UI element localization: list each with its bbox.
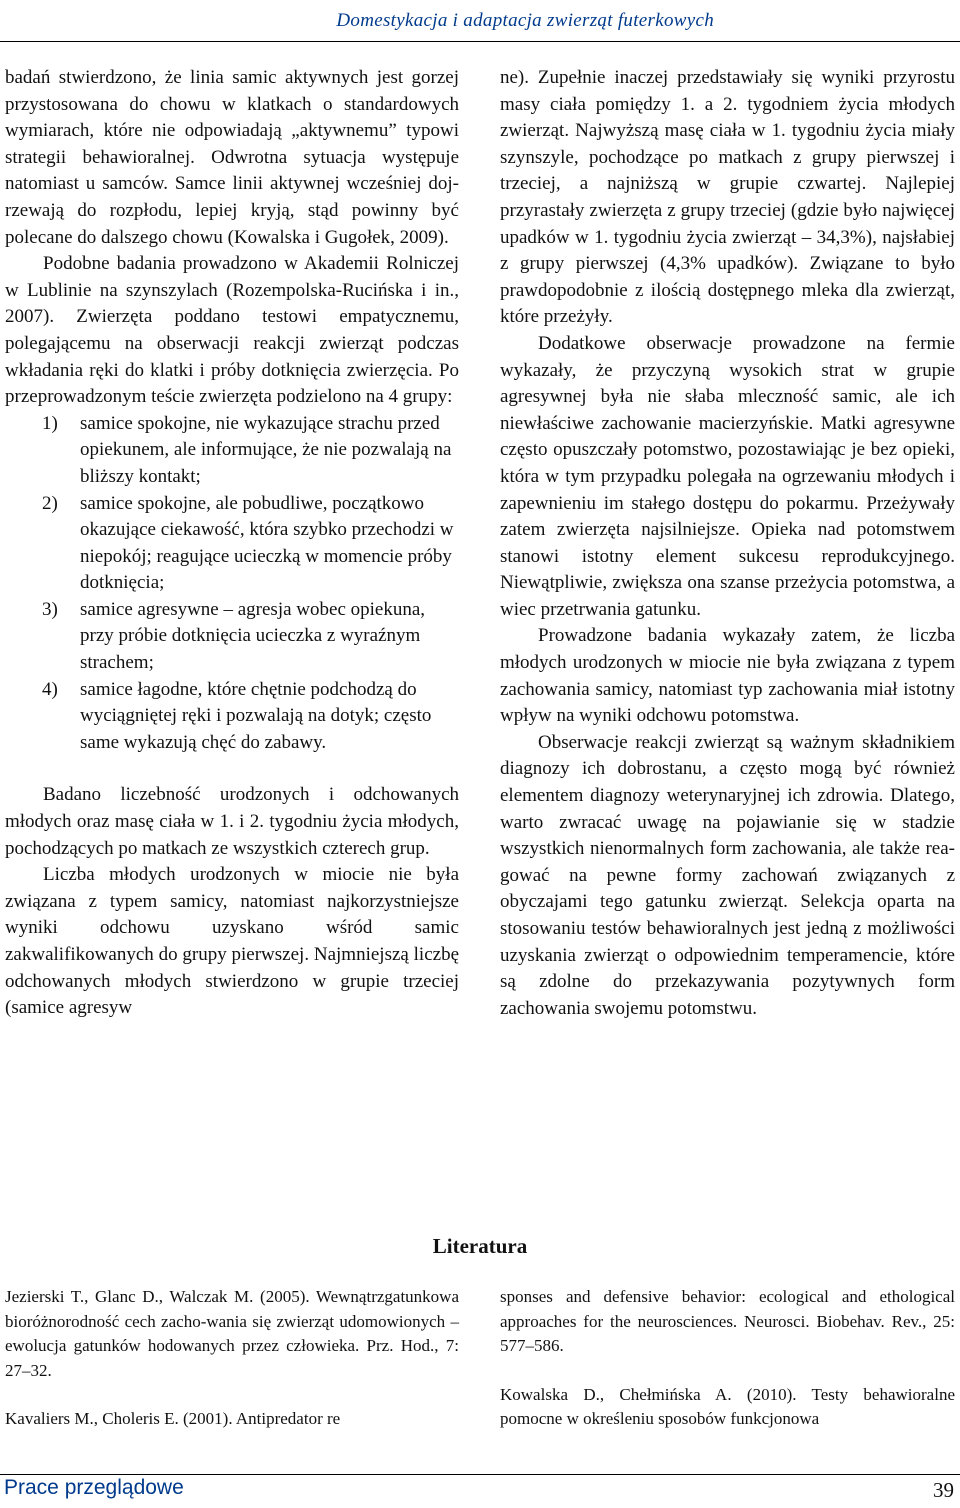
list-number: 2) — [42, 492, 58, 514]
reference-item: Kowalska D., Chełmińska A. (2010). Testy behawioralne pomocne w określeniu sposobów funkcjonowa — [500, 1384, 955, 1428]
paragraph: Badano liczebność urodzonych i odchowanych młodych oraz masę ciała w 1. i 2. tygodniu życia młodych, pochodzących po matkach ze wszystkich czterech grup. — [5, 784, 459, 859]
list-number: 4) — [42, 678, 58, 700]
paragraph: Obserwacje reakcji zwierząt są ważnym składnikiem diagnozy ich dobrostanu, a często mogą być również elementem diagnozy weterynaryjnej ich zdrowia. Dlatego, warto zwracać uwagę na pojawianie się w stadzie wszystkich nienormalnych form zachowania, ale także reagować na pewne formy zachowań związanych z obyczajami tego gatunku zwierząt. Selekcja oparta na stosowaniu testów behawioralnych jest jedną z możliwości uzyskania zwierząt o odpowiednim temperamencie, które są zdolne do przekazywania pozytywnych form zachowania swojemu potomstwu. — [500, 731, 955, 1019]
paragraph: Liczba młodych urodzonych w miocie nie była związana z typem samicy, natomiast najkorzystniejsze wyniki odchowu uzyskano wśród samic zakwalifikowanych do grupy pierwszej. Najmniejszą liczbę odchowanych młodych stwierdzono w grupie trzeciej (samice agresyw — [5, 864, 459, 1019]
footer-rule — [0, 1474, 960, 1475]
paragraph: Podobne badania prowadzono w Akademii Rolniczej w Lublinie na szynszylach (Rozempolska-Rucińska i in., 2007). Zwierzęta poddano testowi empatycznemu, polegającemu na obserwacji reakcji zwierząt podczas wkładania ręki do klatki i próby dotknięcia zwierzęcia. Po przeprowadzonym teście zwierzęta podzielono na 4 grupy: — [5, 253, 459, 408]
footer-section-label: Prace przeglądowe — [4, 1476, 184, 1499]
header-rule — [0, 41, 960, 42]
list-text: samice spokojne, ale pobudliwe, początkowo okazujące ciekawość, która szybko przechodzi w niepokój; reagujące ucieczką w momencie próby dotknięcia; — [80, 492, 454, 594]
paragraph: ne). Zupełnie inaczej przedstawiały się wyniki przyrostu masy ciała pomiędzy 1. a 2. tygodniem życia młodych zwierząt. Najwyższą masę ciała w 1. tygodniu życia miały szynszyle, pochodzące po matkach z grupy pierwszej i trzeciej, a najniższą w grupie czwartej. Najlepiej przyrastały zwierzęta z grupy trzeciej (gdzie było najwięcej upadków w 1. tygodniu życia zwierząt – 34,3%), najsłabiej z grupy pierwszej (4,3% upadków). Związane to było prawdopodobnie z ilością dostępnego mleka dla zwierząt, które przeżyły. — [500, 67, 955, 328]
references-right — [500, 1285, 955, 1432]
group-list — [5, 411, 459, 757]
paragraph: Prowadzone badania wykazały zatem, że liczba młodych urodzonych w miocie nie była związana z typem zachowania samicy, natomiast typ zachowania miał istotny wpływ na wyniki odchowu potomstwa. — [500, 625, 955, 727]
paragraph: Dodatkowe obserwacje prowadzone na fermie wykazały, że przyczyną wysokich strat w grupie agresywnej była nie słaba mleczność samic, ale ich niewłaściwe zachowanie macierzyńskie. Matki agresywne często opuszczały potomstwo, pozostawiając je bez opieki, która w tym przypadku polegała na ogrzewaniu młodych i zapewnieniu im stałego dostępu do pokarmu. Przeżywały zatem zwierzęta najsilniejsze. Opieka nad potomstwem stanowi istotny element sukcesu reprodukcyjnego. Niewątpliwie, zwiększa ona szanse przeżycia potomstwa, a wiec przetrwania gatunku. — [500, 332, 955, 620]
references-left — [5, 1285, 459, 1432]
list-item — [5, 411, 459, 491]
list-number: 3) — [42, 598, 58, 620]
list-item — [5, 491, 459, 597]
reference-item: sponses and defensive behavior: ecological and ethological approaches for the neurosciences. Neurosci. Biobehav. Rev., 25: 577–586. — [500, 1287, 955, 1355]
list-text: samice łagodne, które chętnie podchodzą do wyciągniętej ręki i pozwalają na dotyk; często same wykazują chęć do zabawy. — [80, 678, 432, 753]
list-number: 1) — [42, 412, 58, 434]
running-header: Domestykacja i adaptacja zwierząt futerkowych — [336, 10, 714, 31]
list-text: samice spokojne, nie wykazujące strachu przed opiekunem, ale informujące, że nie pozwalają na bliższy kontakt; — [80, 412, 452, 487]
list-item — [5, 597, 459, 677]
list-item — [5, 677, 459, 757]
literature-heading: Literatura — [432, 1234, 528, 1258]
paragraph: badań stwierdzono, że linia samic aktywnych jest gorzej przystosowana do chowu w klatkach o standardowych wymiarach, które nie odpowiadają „aktywnemu” typowi strategii behawioralnej. Odwrotna sytuacja występuje natomiast u samców. Samce linii aktywnej wcześniej dojrzewają do rozpłodu, lepiej kryją, stąd powinny być polecane do dalszego chowu (Kowalska i Gugołek, 2009). — [5, 67, 459, 248]
reference-item: Jezierski T., Glanc D., Walczak M. (2005). Wewnątrzgatunkowa bioróżnorodność cech zacho-wania się zwierząt udomowionych – ewolucja gatunków hodowanych przez człowieka. Prz. Hod., 7: 27–32. — [5, 1287, 459, 1380]
right-column — [500, 65, 955, 1022]
left-column — [5, 65, 459, 1022]
page-number: 39 — [933, 1478, 954, 1502]
list-text: samice agresywne – agresja wobec opiekuna, przy próbie dotknięcia ucieczka z wyraźnym strachem; — [80, 598, 426, 674]
reference-item: Kavaliers M., Choleris E. (2001). Antipredator re — [5, 1409, 341, 1428]
